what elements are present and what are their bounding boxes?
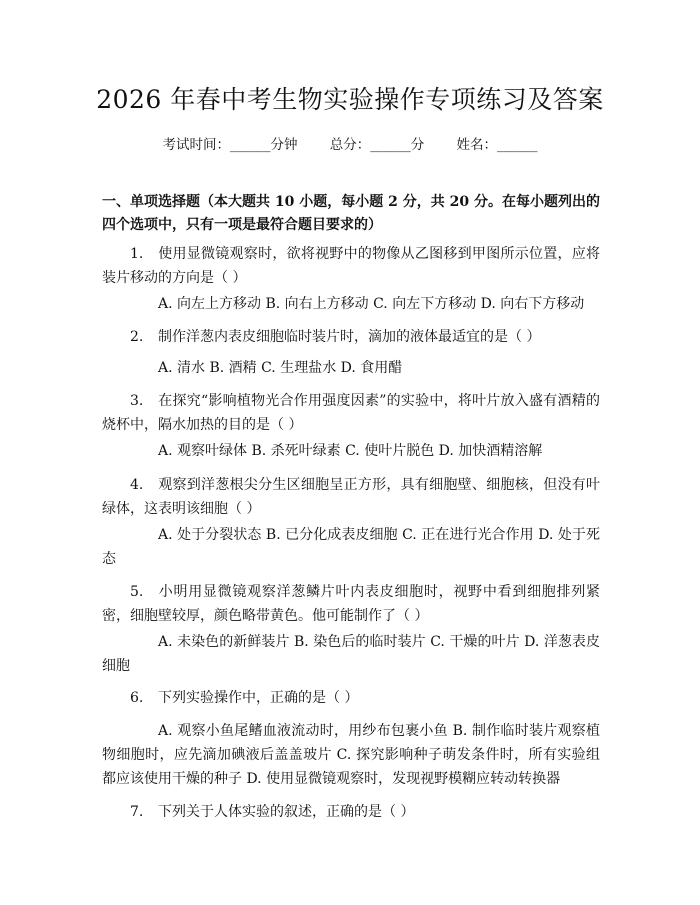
question-5-options: A. 未染色的新鲜装片 B. 染色后的临时装片 C. 干燥的叶片 D. 洋葱表皮细胞 (102, 634, 600, 674)
question-stem: 在探究“影响植物光合作用强度因素”的实验中，将叶片放入盛有酒精的烧杯中，隔水加热的目的是（ ） (102, 393, 600, 433)
question-6 (102, 686, 600, 710)
question-stem: 观察到洋葱根尖分生区细胞呈正方形，具有细胞壁、细胞核，但没有叶绿体，这表明该细胞（ ） (102, 477, 600, 517)
question-stem: 下列关于人体实验的叙述，正确的是（ ） (158, 804, 415, 820)
question-number: 7. (130, 804, 144, 820)
question-5 (102, 580, 600, 628)
question-3-options: A. 观察叶绿体 B. 杀死叶绿素 C. 使叶片脱色 D. 加快酒精溶解 (158, 443, 543, 459)
question-stem: 使用显微镜观察时，欲将视野中的物像从乙图移到甲图所示位置，应将装片移动的方向是（ ） (102, 246, 600, 286)
student-name-field: 姓名：______ (456, 137, 538, 153)
question-4-options: A. 处于分裂状态 B. 已分化成表皮细胞 C. 正在进行光合作用 D. 处于死态 (102, 527, 600, 567)
section-heading: 一、单项选择题（本大题共 10 小题，每小题 2 分，共 20 分。在每小题列出的四个选项中，只有一项是最符合题目要求的） (102, 194, 600, 233)
question-stem: 小明用显微镜观察洋葱鳞片叶内表皮细胞时，视野中看到细胞排列紧密，细胞壁较厚，颜色略带黄色。他可能制作了（ ） (102, 584, 600, 624)
question-number: 3. (130, 393, 144, 409)
question-stem: 下列实验操作中，正确的是（ ） (158, 690, 359, 706)
question-stem: 制作洋葱内表皮细胞临时装片时，滴加的液体最适宜的是（ ） (158, 329, 541, 345)
question-number: 4. (130, 477, 144, 493)
exam-info-line (0, 133, 700, 153)
question-number: 2. (130, 329, 144, 345)
question-3 (102, 389, 600, 437)
question-1 (102, 242, 600, 290)
question-number: 6. (130, 690, 144, 706)
question-1-options: A. 向左上方移动 B. 向右上方移动 C. 向左下方移动 D. 向右下方移动 (158, 296, 585, 312)
question-2 (102, 325, 600, 349)
question-2-options: A. 清水 B. 酒精 C. 生理盐水 D. 食用醋 (158, 360, 403, 376)
question-number: 1. (130, 246, 144, 262)
page-title: 2026 年春中考生物实验操作专项练习及答案 (96, 85, 604, 114)
question-7 (102, 800, 600, 824)
total-score-field: 总分：______分 (329, 137, 425, 153)
question-6-options: A. 观察小鱼尾鳍血液流动时，用纱布包裹小鱼 B. 制作临时装片观察植物细胞时，应先滴加碘液后盖盖玻片 C. 探究影响种子萌发条件时，所有实验组都应该使用干燥的种子 D. 使用显微镜观察时，发现视野模糊应转动转换器 (102, 723, 600, 787)
question-4 (102, 473, 600, 521)
exam-time-field: 考试时间：______分钟 (162, 137, 298, 153)
question-number: 5. (130, 584, 144, 600)
